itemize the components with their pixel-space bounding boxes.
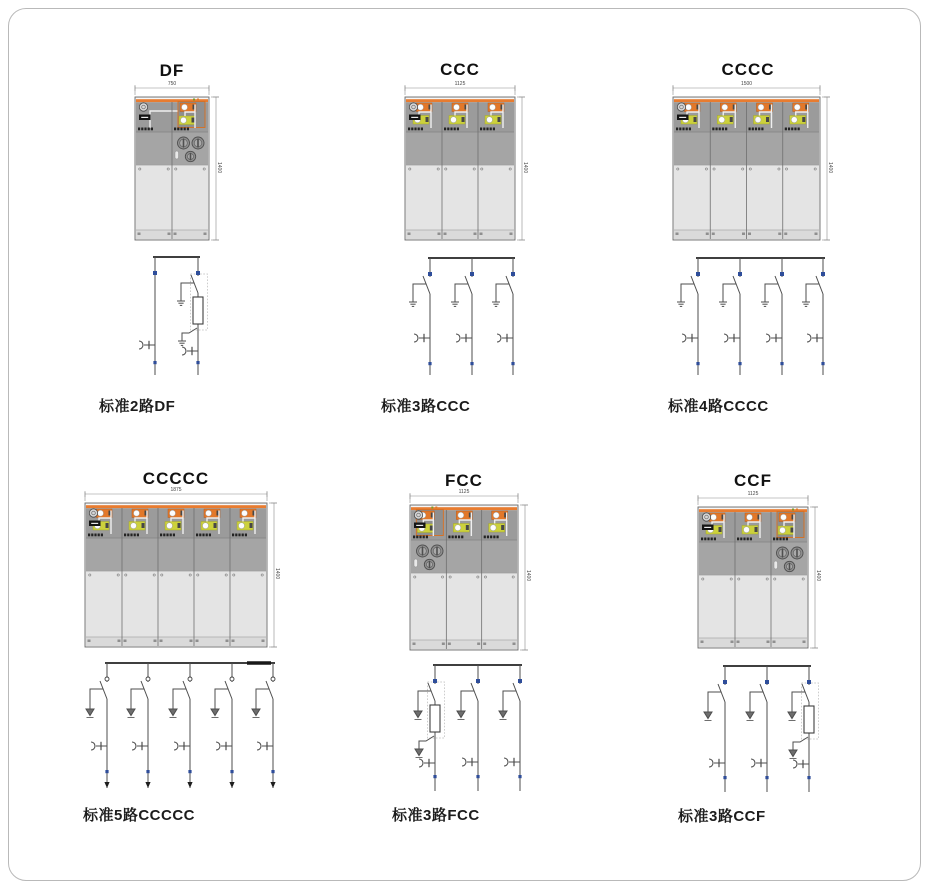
cabinet-ccc	[405, 85, 528, 240]
height-dimension-label-df: 1400	[216, 162, 222, 174]
load-break-switch-blade	[691, 276, 698, 294]
height-dimension-label-ccc: 1400	[522, 162, 528, 174]
earth-ground-symbol	[451, 302, 459, 306]
bus-tap-marker	[511, 272, 515, 276]
earth-ground-symbol	[719, 302, 727, 306]
bus-tap-marker	[821, 272, 825, 276]
bus-tap-marker	[723, 680, 727, 684]
cable-plug-symbol	[91, 742, 107, 750]
load-break-switch-blade	[471, 683, 478, 701]
earth-ground-symbol	[499, 711, 507, 720]
cable-node-marker	[433, 775, 436, 778]
width-dimension-label-fcc: 1125	[458, 489, 470, 495]
top-accent-stripe	[406, 99, 514, 102]
feeder-fuse	[414, 665, 445, 791]
cable-node-marker	[511, 362, 514, 365]
cable-plug-symbol	[497, 334, 513, 342]
cable-plug-symbol	[174, 742, 190, 750]
handle-slot	[774, 561, 778, 569]
earth-ground-symbol	[415, 749, 423, 758]
bus-tap-marker	[196, 271, 200, 275]
load-break-switch-blade	[816, 276, 823, 294]
load-break-switch-blade	[141, 681, 148, 699]
width-dimension-label-ccf: 1125	[747, 491, 759, 497]
circuit-cccc	[677, 258, 825, 375]
cable-plug-symbol	[504, 758, 520, 766]
panel-title-cccc: CCCC	[721, 60, 775, 79]
width-dimension-label-df: 750	[167, 81, 177, 87]
earth-ground-symbol	[127, 709, 135, 718]
panel-title-ccf: CCF	[734, 471, 772, 490]
load-break-switch-blade	[225, 681, 232, 699]
circuit-ccf	[704, 666, 819, 792]
load-break-switch-blade	[775, 276, 782, 294]
bus-tap-marker	[428, 272, 432, 276]
cable-plug-symbol	[766, 334, 782, 342]
feeder-c	[746, 666, 769, 792]
cable-node-marker	[696, 362, 699, 365]
handle-slot	[175, 151, 179, 159]
cable-plug-symbol	[682, 334, 698, 342]
load-break-switch-blade	[513, 683, 520, 701]
feeder-c	[86, 663, 110, 788]
bus-tap-marker	[518, 679, 522, 683]
feeder-c	[802, 258, 825, 375]
brand-logo-icon	[409, 103, 417, 111]
feeder-c	[409, 258, 432, 375]
earth-ground-symbol	[788, 712, 796, 721]
feeder-c	[457, 665, 480, 791]
load-break-switch-blade	[465, 276, 472, 294]
panel-caption-ccf: 标准3路CCF	[678, 808, 766, 825]
cable-node-marker	[738, 362, 741, 365]
earth-ground-symbol	[457, 711, 465, 720]
cable-plug-symbol	[182, 347, 198, 355]
cable-node-marker	[518, 775, 521, 778]
cable-plug-symbol	[132, 742, 148, 750]
brand-logo-icon	[677, 103, 685, 111]
earth-ground-symbol	[252, 709, 260, 718]
brand-logo-icon	[702, 513, 710, 521]
cable-plug-symbol	[807, 334, 823, 342]
earth-ground-symbol	[761, 302, 769, 306]
cable-plug-symbol	[724, 334, 740, 342]
feeder-c	[677, 258, 700, 375]
feeder-end-arrow	[187, 782, 192, 788]
cable-node-marker	[821, 362, 824, 365]
cable-node-marker	[780, 362, 783, 365]
width-dimension-label-cccc: 1500	[740, 81, 753, 87]
load-break-switch-blade	[423, 276, 430, 294]
earth-ground-symbol	[802, 302, 810, 306]
feeder-c	[451, 258, 474, 375]
load-break-switch-blade	[100, 681, 107, 699]
earth-ground-symbol	[211, 709, 219, 718]
earth-ground-symbol	[409, 302, 417, 306]
cabinet-df	[135, 85, 222, 240]
load-break-switch-blade	[183, 681, 190, 699]
panel-caption-df: 标准2路DF	[99, 398, 176, 415]
feeder-c	[719, 258, 742, 375]
cable-node-marker	[476, 775, 479, 778]
bus-tap-marker	[470, 272, 474, 276]
cable-node-marker	[230, 770, 233, 773]
bus-tap-marker	[696, 272, 700, 276]
cable-plug-symbol	[462, 758, 478, 766]
top-accent-stripe	[86, 505, 266, 508]
bus-tap-marker	[807, 680, 811, 684]
fuse-symbol	[804, 706, 814, 733]
load-break-switch-blade	[266, 681, 273, 699]
handle-slot	[414, 559, 418, 567]
cable-plug-symbol	[751, 759, 767, 767]
circuit-ccccc	[86, 663, 276, 788]
cable-plug-symbol	[709, 759, 725, 767]
feeder-c	[492, 258, 515, 375]
load-break-switch-blade	[802, 684, 809, 702]
cable-plug-symbol	[216, 742, 232, 750]
cable-node-marker	[428, 362, 431, 365]
earth-ground-symbol	[704, 712, 712, 721]
brand-logo-icon	[89, 509, 97, 517]
feeder-c	[127, 663, 151, 788]
load-break-switch-blade	[428, 683, 435, 701]
cabinet-ccccc	[85, 491, 280, 647]
earth-ground-symbol	[677, 302, 685, 306]
cabinet-ccf	[698, 495, 821, 648]
fuse-symbol	[430, 705, 440, 732]
cable-node-marker	[196, 361, 199, 364]
brand-logo-icon	[139, 103, 147, 111]
cable-node-marker	[105, 770, 108, 773]
load-break-switch-blade	[191, 275, 198, 293]
bus-tap-marker	[153, 271, 157, 275]
load-break-switch-blade	[718, 684, 725, 702]
panel-title-df: DF	[159, 61, 185, 80]
earth-ground-symbol	[178, 341, 186, 345]
bus-tap-marker	[433, 679, 437, 683]
panel-caption-ccc: 标准3路CCC	[381, 398, 471, 415]
panel-caption-ccccc: 标准5路CCCCC	[83, 807, 196, 824]
cable-node-marker	[153, 361, 156, 364]
earth-ground-symbol	[414, 711, 422, 720]
cable-plug-symbol	[419, 759, 435, 767]
cable-node-marker	[146, 770, 149, 773]
cable-node-marker	[271, 770, 274, 773]
panel-title-fcc: FCC	[445, 471, 483, 490]
feeder-fuse	[788, 666, 819, 792]
fuse-symbol	[193, 297, 203, 324]
load-break-switch-blade	[506, 276, 513, 294]
load-break-switch-blade	[733, 276, 740, 294]
earth-ground-symbol	[169, 709, 177, 718]
height-dimension-label-ccccc: 1400	[274, 568, 280, 580]
cable-plug-symbol	[456, 334, 472, 342]
height-dimension-label-ccf: 1400	[815, 570, 821, 582]
panel-title-ccccc: CCCCC	[142, 469, 210, 488]
feeder-c	[704, 666, 727, 792]
feeder-end-arrow	[229, 782, 234, 788]
feeder-end-arrow	[270, 782, 275, 788]
cabinet-cccc	[673, 85, 833, 240]
panel-caption-cccc: 标准4路CCCC	[668, 398, 769, 415]
earth-ground-symbol	[492, 302, 500, 306]
feeder-c	[761, 258, 784, 375]
circuit-df	[139, 257, 208, 375]
feeder-c	[211, 663, 235, 788]
bus-tap-marker	[476, 679, 480, 683]
cable-plug-symbol	[139, 341, 155, 349]
cable-node-marker	[765, 776, 768, 779]
earth-ground-symbol	[746, 712, 754, 721]
cabinet-fcc	[410, 493, 531, 650]
cable-node-marker	[807, 776, 810, 779]
bus-tap-marker	[738, 272, 742, 276]
panel-caption-fcc: 标准3路FCC	[392, 807, 480, 824]
cable-node-marker	[470, 362, 473, 365]
bus-tap-marker	[780, 272, 784, 276]
feeder-c	[252, 663, 276, 788]
feeder-end-arrow	[145, 782, 150, 788]
circuit-fcc	[414, 665, 522, 791]
circuit-ccc	[409, 258, 515, 375]
earth-ground-symbol	[177, 301, 185, 305]
feeder-fuse	[177, 257, 208, 375]
width-dimension-label-ccc: 1125	[454, 81, 466, 87]
top-accent-stripe	[674, 99, 819, 102]
feeder-plain	[139, 257, 157, 375]
cable-node-marker	[723, 776, 726, 779]
cable-plug-symbol	[414, 334, 430, 342]
height-dimension-label-fcc: 1400	[525, 570, 531, 582]
earth-ground-symbol	[86, 709, 94, 718]
width-dimension-label-ccccc: 1875	[170, 487, 182, 493]
height-dimension-label-cccc: 1400	[827, 162, 833, 174]
cable-plug-symbol	[257, 742, 273, 750]
load-break-switch-blade	[760, 684, 767, 702]
feeder-c	[169, 663, 193, 788]
brand-logo-icon	[414, 511, 422, 519]
bus-tap-marker	[765, 680, 769, 684]
feeder-end-arrow	[104, 782, 109, 788]
cable-node-marker	[188, 770, 191, 773]
panel-title-ccc: CCC	[440, 60, 480, 79]
earth-ground-symbol	[789, 750, 797, 759]
cable-plug-symbol	[793, 760, 809, 768]
feeder-c	[499, 665, 522, 791]
